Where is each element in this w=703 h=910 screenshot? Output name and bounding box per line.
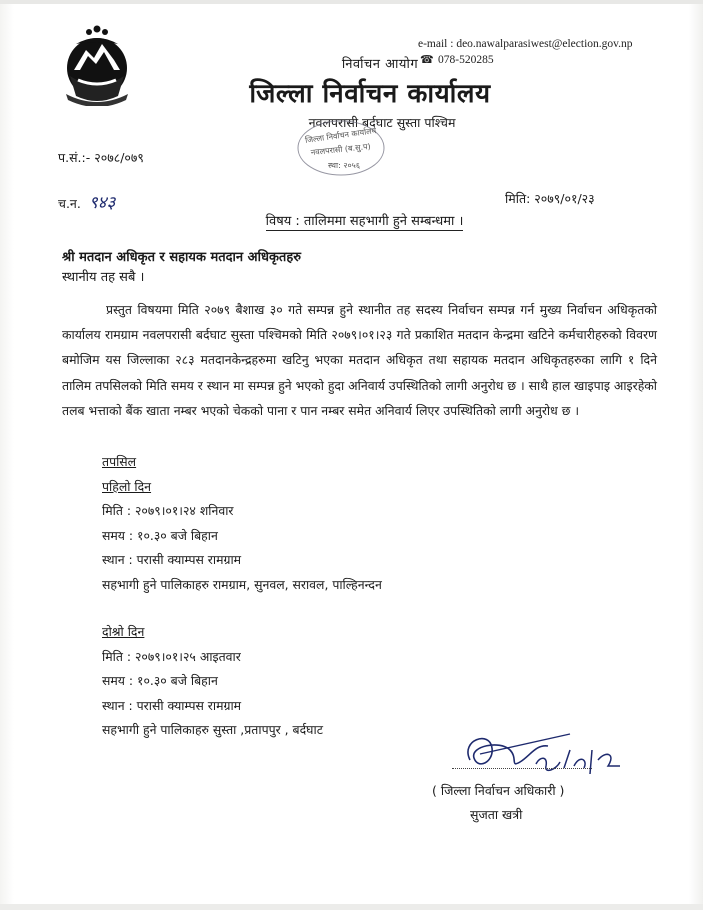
schedule-details <box>102 450 382 743</box>
dispatch-label: च.न. <box>58 196 81 211</box>
day2-participants: सहभागी हुने पालिकाहरु सुस्ता ,प्रतापपुर , बर्दघाट <box>102 722 323 737</box>
organization-name: निर्वाचन आयोग <box>341 57 419 72</box>
signature-line <box>452 768 592 769</box>
recipient-block <box>62 248 301 288</box>
svg-text:जिल्ला निर्वाचन कार्यालय: जिल्ला निर्वाचन कार्यालय <box>304 126 377 145</box>
letter-reference-number: प.सं.:- २०७८/०७९ <box>58 150 144 165</box>
day1-heading: पहिलो दिन <box>102 478 152 494</box>
recipient-line-1: श्री मतदान अधिकृत र सहायक मतदान अधिकृतहरु <box>62 250 302 265</box>
spacer <box>102 597 382 620</box>
scan-edge-top <box>0 0 703 4</box>
scan-edge-bottom <box>0 904 703 910</box>
svg-text:नवलपरासी (ब.सु.प): नवलपरासी (ब.सु.प) <box>310 141 372 158</box>
recipient-line-2: स्थानीय तह सबै । <box>62 270 145 285</box>
dispatch-number <box>58 190 115 213</box>
office-name: जिल्ला निर्वाचन कार्यालय <box>249 79 491 109</box>
nepal-emblem-icon <box>58 24 136 106</box>
signatory-name: सुजता खत्री <box>470 807 523 822</box>
handwritten-signature <box>440 720 640 790</box>
office-address: नवलपरासी बर्दघाट सुस्ता पश्चिम <box>308 115 456 130</box>
subject-text: विषय : तालिममा सहभागी हुने सम्बन्धमा । <box>265 214 464 229</box>
day1-place: स्थान : परासी क्याम्पस रामग्राम <box>102 552 242 567</box>
office-stamp <box>296 118 386 178</box>
schedule-heading: तपसिल <box>102 454 137 469</box>
day1-time: समय : १०.३० बजे बिहान <box>102 527 218 543</box>
day2-time: समय : १०.३० बजे बिहान <box>102 673 218 688</box>
signatory-title: ( जिल्ला निर्वाचन अधिकारी ) <box>432 783 565 798</box>
day2-place: स्थान : परासी क्याम्पस रामग्राम <box>102 697 242 713</box>
day1-date: मिति : २०७९।०१।२४ शनिवार <box>102 503 234 518</box>
dispatch-number-handwritten: ९४३ <box>88 193 116 213</box>
day2-heading: दोश्रो दिन <box>102 624 145 639</box>
email-text: e-mail : deo.nawalparasiwest@election.gov.np <box>418 38 633 50</box>
letter-body: प्रस्तुत विषयमा मिति २०७९ बैशाख ३० गते सम्पन्न हुने स्थानीत तह सदस्य निर्वाचन सम्पन्न गर्न मुख्य निर्वाचन अधिकृतको कार्यालय रामग्राम नवलपरासी बर्दघाट सुस्ता पश्चिमको मिति २०७९।०१।२३ गते प्रकाशित मतदान केन्द्रमा खटिने कर्मचारीहरुको विवरण बमोजिम यस जिल्लाका २८३ मतदानकेन्द्रहरुमा खटिनु भएका मतदान अधिकृत तथा सहायक मतदान अधिकृतहरुका लागि १ दिने तालिम तपसिलको मिति समय र स्थान मा सम्पन्न हुने भएको हुदा अनिवार्य उपस्थितिको लागी अनुरोध छ । साथै हाल खाइपाइ आइरहेको तलब भत्ताको बैंक खाता नम्बर भएको चेकको पाना र पान नम्बर समेत अनिवार्य लिएर उपस्थितिको लागी अनुरोध छ । <box>62 302 657 418</box>
letter-date: मिति: २०७९/०१/२३ <box>505 191 595 206</box>
telephone-icon: ☎ <box>420 54 434 66</box>
phone-number: 078-520285 <box>438 54 494 66</box>
day1-participants: सहभागी हुने पालिकाहरु रामग्राम, सुनवल, सरावल, पाल्हिनन्दन <box>102 576 382 592</box>
svg-text:स्था: २०५६: स्था: २०५६ <box>327 161 361 170</box>
letter-subject <box>0 211 703 229</box>
day2-date: मिति : २०७९।०१।२५ आइतवार <box>102 648 241 664</box>
